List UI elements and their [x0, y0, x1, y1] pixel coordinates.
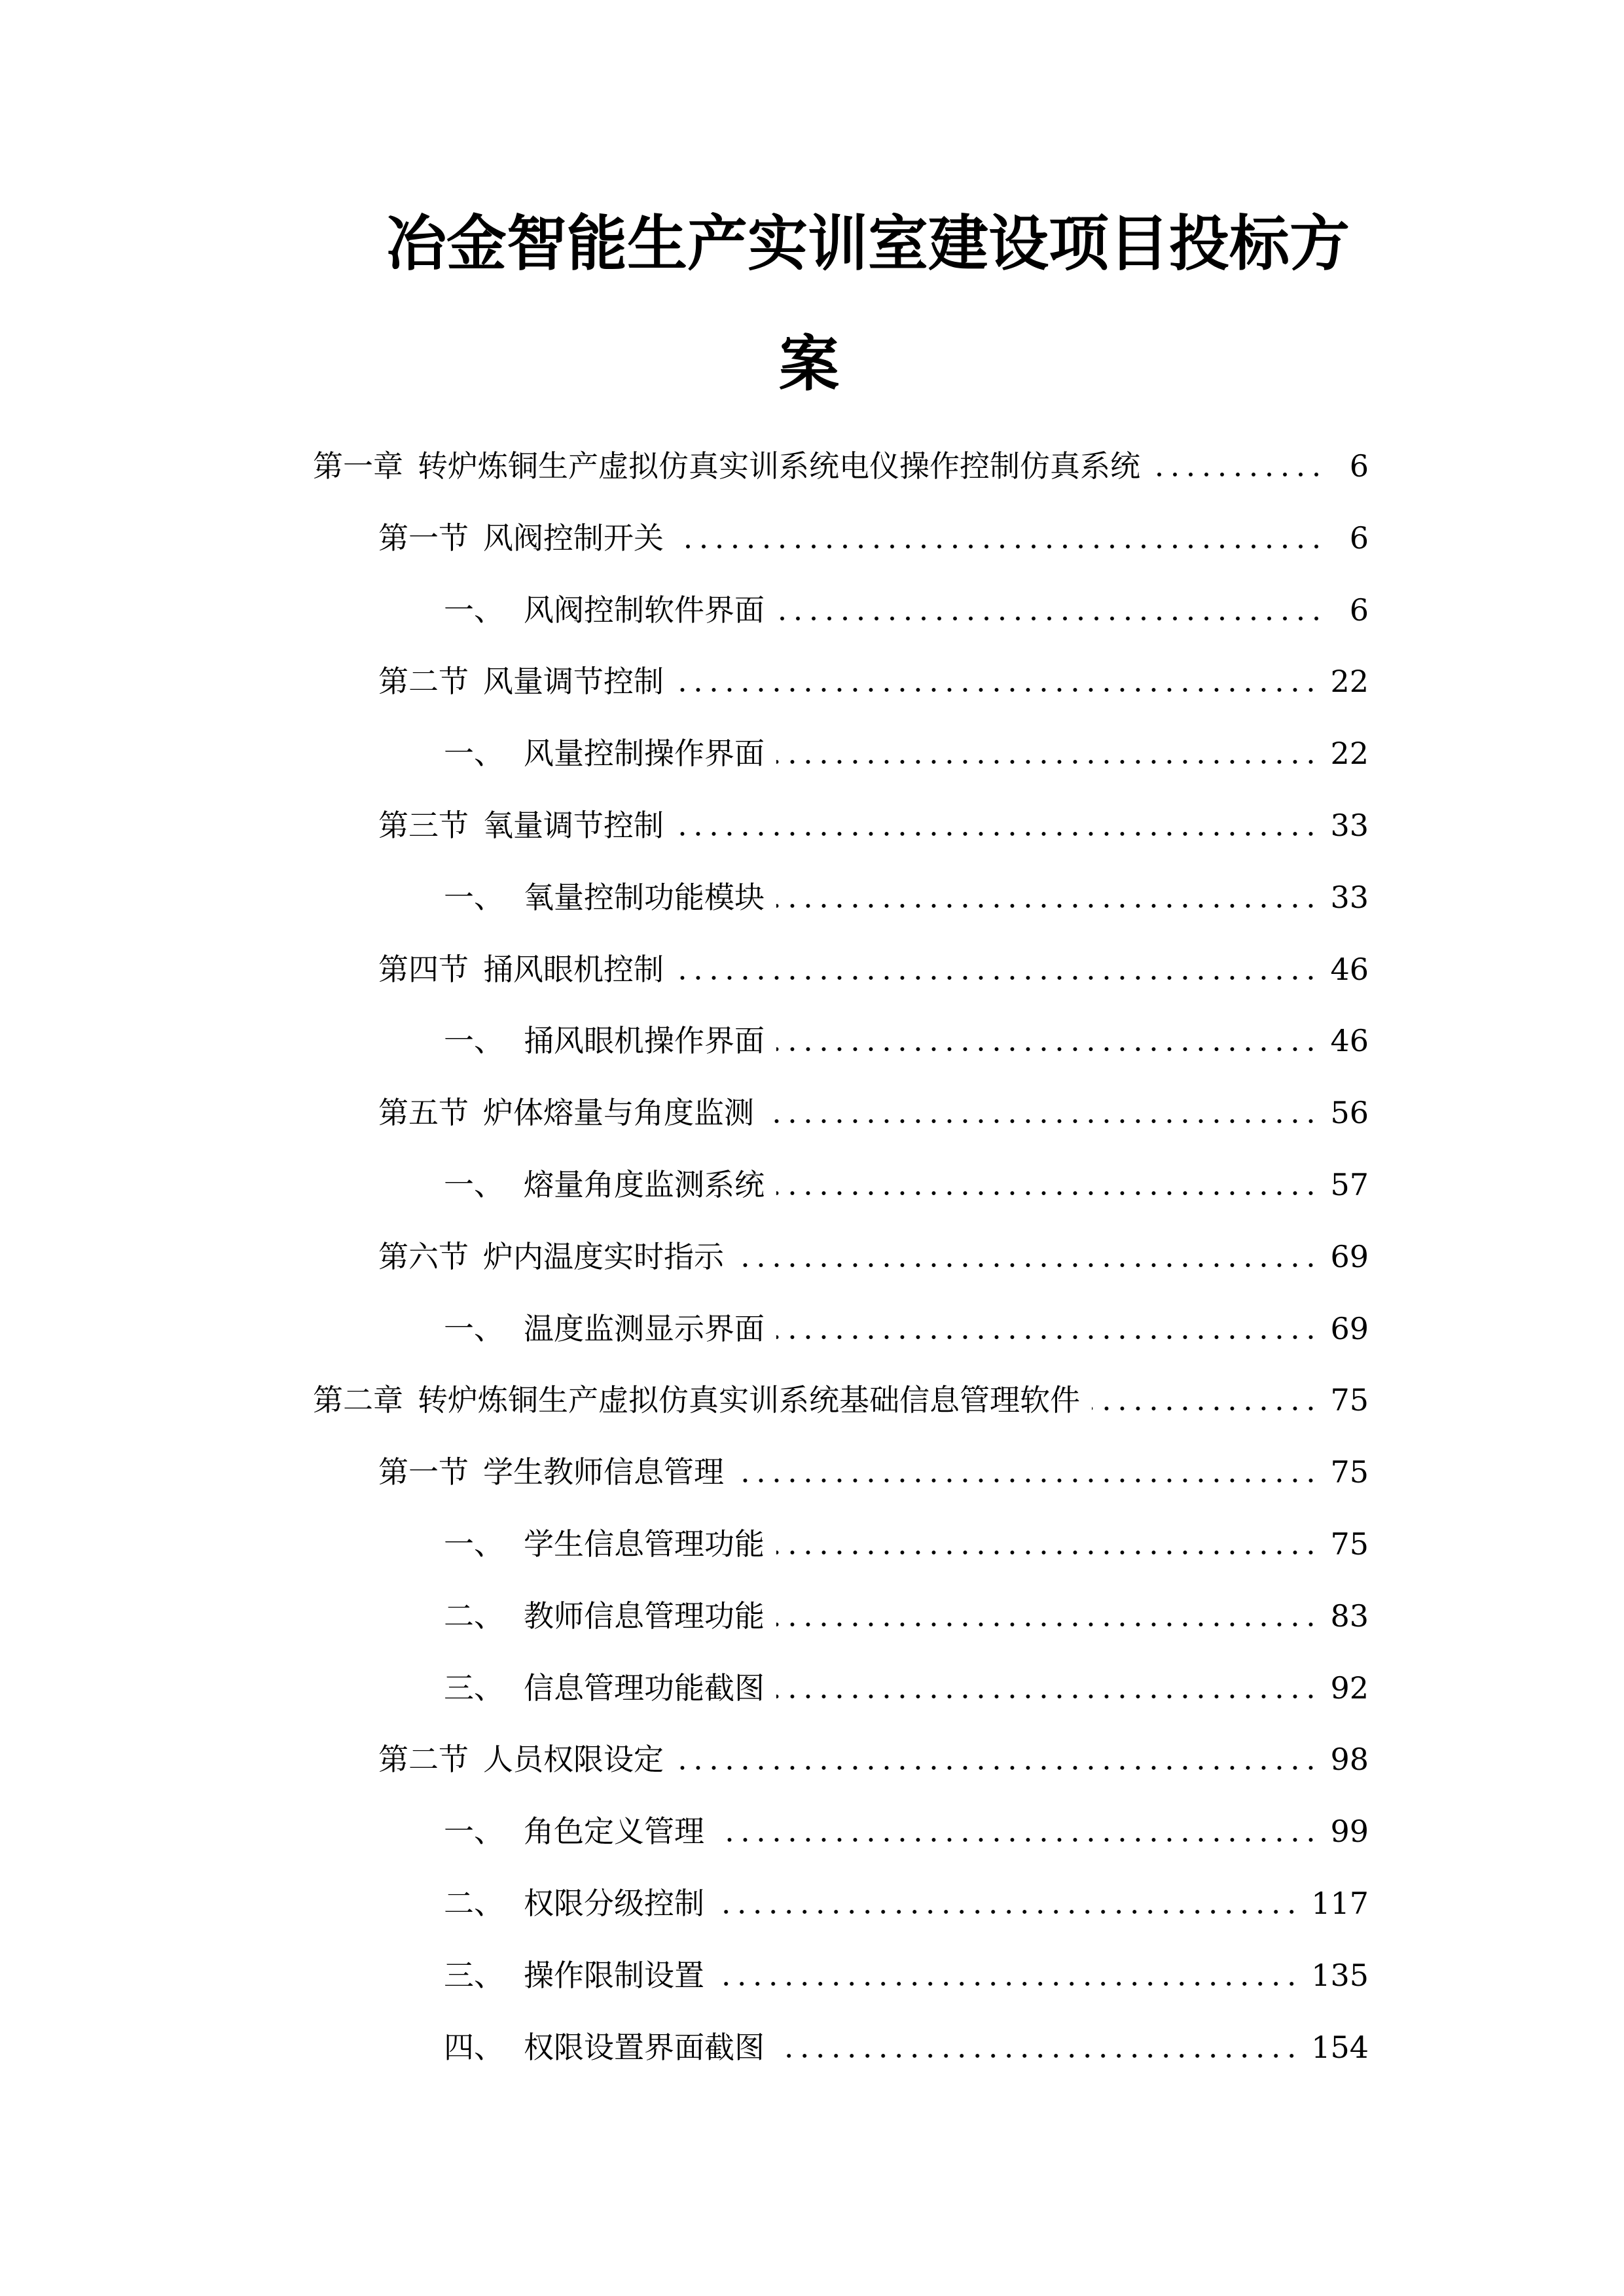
toc-entry-page-number: 6 [1349, 520, 1369, 556]
toc-entry-title: 炉体熔量与角度监测 [483, 1095, 754, 1130]
toc-entry-title: 信息管理功能截图 [524, 1670, 765, 1706]
toc-entry-number: 一、 [444, 592, 504, 628]
toc-entry-title: 操作限制设置 [524, 1958, 704, 1993]
toc-entry-page-number: 22 [1330, 736, 1369, 771]
toc-entry-level-2[interactable] [378, 946, 1369, 992]
toc-entry-title: 风阀控制开关 [483, 520, 664, 556]
toc-entry-title: 教师信息管理功能 [524, 1598, 765, 1634]
toc-entry-page-number: 69 [1330, 1239, 1369, 1274]
toc-entry-title: 权限分级控制 [524, 1886, 704, 1921]
toc-entry-number: 二、 [444, 1886, 504, 1921]
toc-entry-level-2[interactable] [378, 802, 1369, 848]
toc-dot-leader [676, 545, 1324, 548]
toc-entry-page-number: 22 [1330, 664, 1369, 699]
toc-dot-leader [1152, 473, 1324, 476]
toc-entry-page-number: 135 [1311, 1958, 1369, 1993]
toc-entry-title: 氧量控制功能模块 [524, 880, 765, 915]
toc-entry-page-number: 83 [1330, 1598, 1369, 1634]
toc-entry-number: 第五节 [378, 1095, 469, 1130]
toc-dot-leader [766, 1119, 1318, 1123]
toc-entry-title: 学生教师信息管理 [483, 1454, 724, 1490]
toc-entry-number: 第二节 [378, 664, 469, 699]
toc-entry-title: 风量控制操作界面 [524, 736, 765, 771]
toc-entry-title: 人员权限设定 [483, 1742, 664, 1777]
toc-dot-leader [776, 1335, 1318, 1339]
toc-entry-number: 三、 [444, 1958, 504, 1993]
toc-entry-page-number: 75 [1330, 1382, 1369, 1418]
toc-entry-level-1[interactable] [313, 443, 1369, 489]
toc-entry-page-number: 99 [1330, 1814, 1369, 1849]
toc-entry-title: 学生信息管理功能 [524, 1526, 765, 1562]
toc-dot-leader [776, 1695, 1318, 1698]
toc-entry-title: 风阀控制软件界面 [524, 592, 765, 628]
toc-entry-title: 温度监测显示界面 [524, 1311, 765, 1346]
toc-dot-leader [676, 688, 1318, 692]
toc-entry-number: 第二节 [378, 1742, 469, 1777]
toc-entry-number: 第四节 [378, 952, 469, 987]
toc-entry-page-number: 75 [1330, 1454, 1369, 1490]
toc-entry-title: 转炉炼铜生产虚拟仿真实训系统电仪操作控制仿真系统 [418, 448, 1140, 484]
toc-entry-level-3[interactable] [444, 587, 1369, 633]
toc-dot-leader [716, 1982, 1299, 1986]
toc-entry-level-2[interactable] [378, 1449, 1369, 1495]
toc-entry-title: 炉内温度实时指示 [483, 1239, 724, 1274]
toc-dot-leader [776, 904, 1318, 908]
toc-dot-leader [776, 617, 1324, 620]
toc-entry-level-3[interactable] [444, 1952, 1369, 1998]
toc-entry-number: 第二章 [313, 1382, 403, 1418]
toc-dot-leader [776, 1191, 1318, 1195]
toc-dot-leader [1092, 1407, 1318, 1410]
toc-entry-level-3[interactable] [444, 1880, 1369, 1926]
toc-entry-number: 一、 [444, 1023, 504, 1058]
toc-dot-leader [776, 1047, 1318, 1051]
toc-entry-page-number: 117 [1311, 1886, 1369, 1921]
toc-entry-number: 四、 [444, 2030, 504, 2065]
toc-entry-number: 一、 [444, 1167, 504, 1202]
toc-entry-page-number: 46 [1330, 952, 1369, 987]
toc-entry-number: 第一章 [313, 448, 403, 484]
toc-dot-leader [776, 2054, 1299, 2058]
toc-entry-title: 风量调节控制 [483, 664, 664, 699]
toc-entry-page-number: 69 [1330, 1311, 1369, 1346]
toc-entry-page-number: 57 [1330, 1167, 1369, 1202]
toc-dot-leader [676, 832, 1318, 836]
toc-dot-leader [736, 1479, 1318, 1482]
toc-entry-number: 第一节 [378, 1454, 469, 1490]
toc-entry-page-number: 56 [1330, 1095, 1369, 1130]
toc-entry-number: 三、 [444, 1670, 504, 1706]
toc-entry-title: 熔量角度监测系统 [524, 1167, 765, 1202]
toc-entry-title: 捅风眼机控制 [483, 952, 664, 987]
toc-entry-page-number: 75 [1330, 1526, 1369, 1562]
toc-entry-number: 二、 [444, 1598, 504, 1634]
toc-dot-leader [776, 1551, 1318, 1554]
toc-entry-title: 角色定义管理 [524, 1814, 704, 1849]
toc-entry-number: 一、 [444, 1814, 504, 1849]
toc-entry-page-number: 6 [1349, 448, 1369, 484]
toc-entry-number: 一、 [444, 880, 504, 915]
toc-entry-number: 第一节 [378, 520, 469, 556]
toc-entry-level-3[interactable] [444, 1665, 1369, 1711]
toc-dot-leader [736, 1263, 1318, 1267]
toc-entry-title: 氧量调节控制 [483, 808, 664, 843]
toc-entry-level-3[interactable] [444, 1162, 1369, 1208]
toc-entry-number: 第六节 [378, 1239, 469, 1274]
toc-entry-level-3[interactable] [444, 1521, 1369, 1567]
toc-entry-number: 一、 [444, 1526, 504, 1562]
toc-entry-title: 转炉炼铜生产虚拟仿真实训系统基础信息管理软件 [418, 1382, 1080, 1418]
toc-entry-page-number: 98 [1330, 1742, 1369, 1777]
toc-entry-level-3[interactable] [444, 1306, 1369, 1352]
toc-entry-level-2[interactable] [378, 1090, 1369, 1136]
toc-entry-level-2[interactable] [378, 1736, 1369, 1782]
toc-entry-level-3[interactable] [444, 730, 1369, 776]
toc-dot-leader [676, 1766, 1318, 1770]
toc-dot-leader [676, 976, 1318, 980]
toc-entry-page-number: 154 [1311, 2030, 1369, 2065]
toc-dot-leader [776, 760, 1318, 764]
toc-entry-page-number: 46 [1330, 1023, 1369, 1058]
toc-entry-number: 一、 [444, 736, 504, 771]
toc-entry-number: 第三节 [378, 808, 469, 843]
toc-entry-level-3[interactable] [444, 1808, 1369, 1854]
toc-entry-title: 捅风眼机操作界面 [524, 1023, 765, 1058]
toc-dot-leader [776, 1623, 1318, 1626]
toc-entry-number: 一、 [444, 1311, 504, 1346]
toc-entry-level-2[interactable] [378, 658, 1369, 704]
toc-entry-level-3[interactable] [444, 1593, 1369, 1639]
toc-entry-level-2[interactable] [378, 1234, 1369, 1280]
toc-dot-leader [716, 1838, 1318, 1842]
toc-dot-leader [716, 1910, 1299, 1914]
toc-entry-level-3[interactable] [444, 2024, 1369, 2070]
toc-entry-level-3[interactable] [444, 1018, 1369, 1064]
toc-entry-page-number: 33 [1330, 880, 1369, 915]
toc-entry-level-2[interactable] [378, 515, 1369, 561]
document-title-line-2: 案 [779, 329, 840, 399]
toc-entry-title: 权限设置界面截图 [524, 2030, 765, 2065]
toc-entry-level-1[interactable] [313, 1377, 1369, 1423]
toc-entry-level-3[interactable] [444, 874, 1369, 920]
document-title-line-1: 冶金智能生产实训室建设项目投标方 [386, 209, 1350, 279]
toc-entry-page-number: 33 [1330, 808, 1369, 843]
toc-entry-page-number: 6 [1349, 592, 1369, 628]
toc-entry-page-number: 92 [1330, 1670, 1369, 1706]
